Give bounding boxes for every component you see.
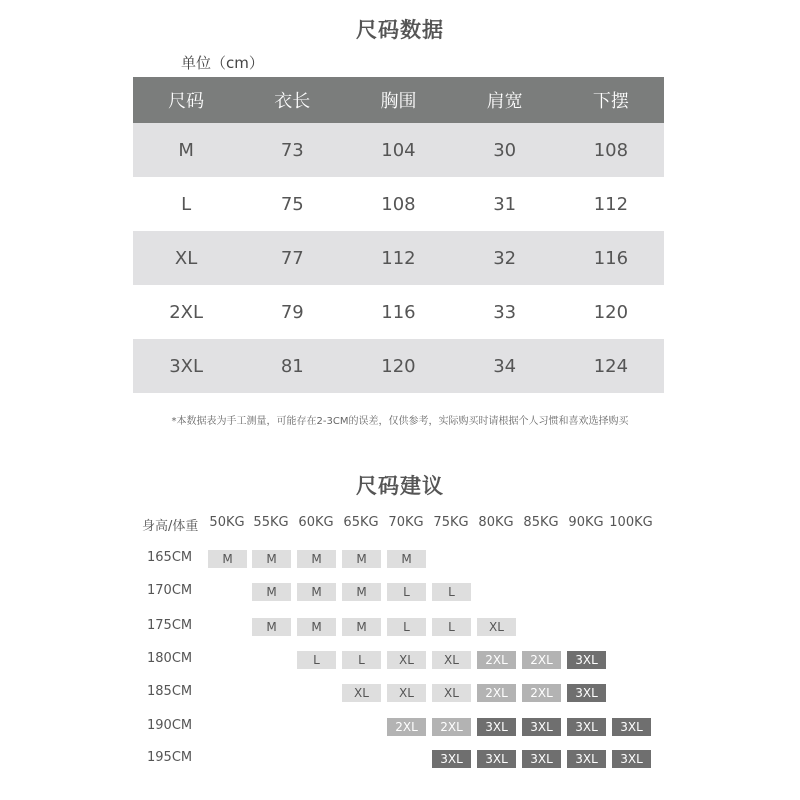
size-data-table: [133, 77, 664, 393]
measurement-note: *本数据表为手工测量，可能存在2-3CM的误差，仅供参考，实际购买时请根据个人习惯和喜欢选择购买: [171, 416, 629, 427]
weight-header: 85KG: [523, 515, 559, 530]
table-cell: 104: [345, 123, 451, 177]
size-cell: M: [252, 550, 291, 568]
size-advice-title: 尺码建议: [356, 474, 444, 498]
height-label: 165CM: [147, 550, 193, 565]
size-cell: L: [387, 618, 426, 636]
table-row: [133, 177, 664, 231]
size-cell: XL: [432, 684, 471, 702]
table-cell: 33: [493, 301, 517, 323]
size-cell: 2XL: [432, 718, 471, 736]
height-label: 190CM: [147, 718, 193, 733]
height-label: 195CM: [147, 750, 193, 765]
table-cell: 32: [452, 231, 558, 285]
height-label: 180CM: [147, 651, 193, 666]
table-cell: 124: [558, 339, 664, 393]
size-cell: L: [387, 583, 426, 601]
table-cell: 116: [558, 231, 664, 285]
table-cell: 3XL: [133, 339, 239, 393]
table-cell: 34: [452, 339, 558, 393]
unit-label: 单位（cm）: [181, 54, 264, 72]
size-data-title: 尺码数据: [356, 18, 444, 42]
size-cell: XL: [432, 651, 471, 669]
size-cell: 3XL: [522, 750, 561, 768]
height-label: 175CM: [147, 618, 193, 633]
weight-header: 50KG: [209, 515, 245, 530]
size-cell: 3XL: [567, 651, 606, 669]
size-cell: M: [342, 550, 381, 568]
table-row: [133, 285, 664, 339]
weight-header: 60KG: [298, 515, 334, 530]
table-cell: 2XL: [169, 301, 203, 323]
table-cell: 112: [345, 231, 451, 285]
table-cell: 116: [381, 301, 416, 323]
header-size: 尺码: [133, 77, 239, 123]
size-cell: L: [342, 651, 381, 669]
table-cell: XL: [133, 231, 239, 285]
size-cell: M: [252, 618, 291, 636]
header-chest: 胸围: [345, 77, 451, 123]
header-length: 衣长: [239, 77, 345, 123]
size-cell: L: [297, 651, 336, 669]
table-cell: 75: [280, 193, 304, 215]
size-cell: XL: [342, 684, 381, 702]
size-cell: 3XL: [567, 750, 606, 768]
size-cell: M: [387, 550, 426, 568]
size-cell: L: [432, 618, 471, 636]
table-cell: 73: [239, 123, 345, 177]
size-cell: 3XL: [567, 684, 606, 702]
size-cell: 2XL: [522, 684, 561, 702]
size-cell: M: [297, 550, 336, 568]
size-cell: 3XL: [522, 718, 561, 736]
table-cell: 79: [280, 301, 304, 323]
size-cell: 2XL: [477, 684, 516, 702]
table-cell: 108: [381, 193, 416, 215]
weight-header: 70KG: [388, 515, 424, 530]
size-cell: M: [342, 618, 381, 636]
header-shoulder: 肩宽: [452, 77, 558, 123]
table-cell: 108: [558, 123, 664, 177]
table-row: [133, 123, 664, 177]
size-cell: XL: [387, 684, 426, 702]
size-cell: 2XL: [387, 718, 426, 736]
size-cell: M: [252, 583, 291, 601]
weight-header: 100KG: [609, 515, 653, 530]
header-hem: 下摆: [558, 77, 664, 123]
size-cell: 3XL: [477, 718, 516, 736]
table-row: [133, 231, 664, 285]
height-label: 170CM: [147, 583, 193, 598]
size-cell: 3XL: [612, 750, 651, 768]
table-cell: 31: [493, 193, 517, 215]
size-cell: XL: [387, 651, 426, 669]
weight-header: 90KG: [568, 515, 604, 530]
table-cell: 120: [345, 339, 451, 393]
size-cell: L: [432, 583, 471, 601]
table-cell: 81: [239, 339, 345, 393]
table-cell: 30: [452, 123, 558, 177]
weight-header: 80KG: [478, 515, 514, 530]
height-label: 185CM: [147, 684, 193, 699]
weight-header: 75KG: [433, 515, 469, 530]
table-cell: 112: [593, 193, 629, 215]
size-cell: 3XL: [567, 718, 606, 736]
size-cell: XL: [477, 618, 516, 636]
size-cell: 3XL: [432, 750, 471, 768]
table-cell: 120: [593, 301, 629, 323]
size-cell: M: [297, 583, 336, 601]
corner-label: 身高/体重: [142, 519, 199, 534]
table-cell: 77: [239, 231, 345, 285]
weight-header: 55KG: [253, 515, 289, 530]
table-row: [133, 339, 664, 393]
size-cell: 2XL: [522, 651, 561, 669]
table-cell: M: [133, 123, 239, 177]
table-cell: L: [181, 193, 192, 215]
size-cell: 3XL: [477, 750, 516, 768]
size-table-header-row: [133, 77, 664, 123]
size-cell: M: [342, 583, 381, 601]
size-cell: 3XL: [612, 718, 651, 736]
size-cell: M: [297, 618, 336, 636]
size-cell: 2XL: [477, 651, 516, 669]
size-cell: M: [208, 550, 247, 568]
weight-header: 65KG: [343, 515, 379, 530]
